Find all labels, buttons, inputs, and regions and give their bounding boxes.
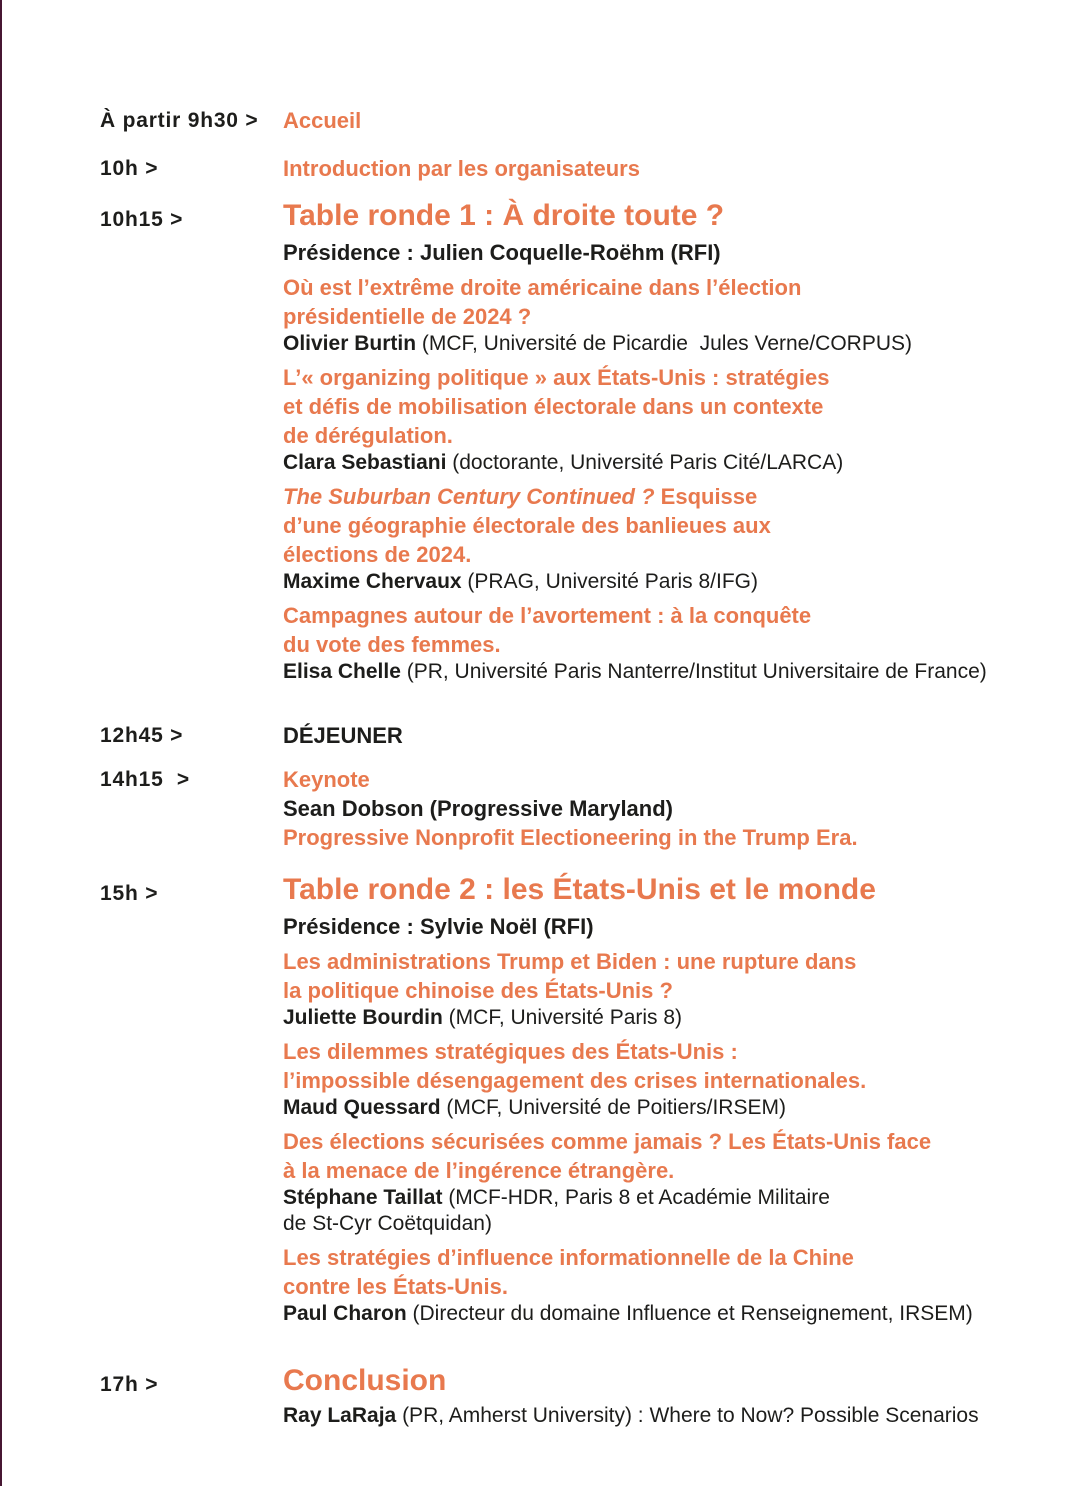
speaker-name: Ray LaRaja (283, 1404, 397, 1427)
speaker-affiliation: (PR, Université Paris Nanterre/Institut Universitaire de France) (400, 660, 987, 683)
time-label: 12h45 > (100, 724, 184, 747)
talk-title-line: d’une géographie électorale des banlieues aux (283, 513, 771, 538)
speaker-affiliation-continued: de St-Cyr Coëtquidan) (283, 1212, 492, 1235)
speaker-affiliation: (MCF, Université Paris 8) (442, 1006, 683, 1029)
speaker-affiliation: (MCF, Université de Picardie Jules Verne/CORPUS) (416, 332, 913, 355)
speaker-affiliation: (Directeur du domaine Influence et Renseignement, IRSEM) (406, 1302, 973, 1325)
talk-title-line (283, 482, 1070, 511)
session-title-introduction: Introduction par les organisateurs (283, 156, 640, 181)
speaker-name: Maxime Chervaux (283, 570, 462, 593)
talk-title-line: élections de 2024. (283, 542, 472, 567)
speaker-name: Elisa Chelle (283, 660, 401, 683)
talk-title-line: Où est l’extrême droite américaine dans l’élection (283, 275, 802, 300)
speaker-name: Paul Charon (283, 1302, 407, 1325)
schedule-row-dejeuner (100, 721, 1070, 751)
speaker-name: Clara Sebastiani (283, 451, 447, 474)
talk-title-line: présidentielle de 2024 ? (283, 304, 532, 329)
talk-title-line: Les stratégies d’influence informationnelle de la Chine (283, 1245, 854, 1270)
conclusion-speaker-line (283, 1403, 1070, 1429)
talk-title-line: du vote des femmes. (283, 632, 501, 657)
section-heading-table-ronde-2: Table ronde 2 : les États-Unis et le monde (283, 873, 876, 906)
section-heading-table-ronde-1: Table ronde 1 : À droite toute ? (283, 199, 725, 232)
speaker-line (283, 331, 1070, 357)
time-label: 15h > (100, 882, 159, 905)
talk-title-line: Des élections sécurisées comme jamais ? Les États-Unis face (283, 1129, 932, 1154)
speaker-affiliation: (MCF-HDR, Paris 8 et Académie Militaire (442, 1186, 830, 1209)
chair-line: Présidence : Sylvie Noël (RFI) (283, 914, 594, 939)
talk-title-segment: Esquisse (654, 484, 758, 509)
talk-title-line: à la menace de l’ingérence étrangère. (283, 1158, 675, 1183)
speaker-affiliation: (PRAG, Université Paris 8/IFG) (461, 570, 758, 593)
speaker-line (283, 1185, 1070, 1211)
speaker-line (283, 1301, 1070, 1327)
talk-item (283, 363, 1070, 476)
page-left-edge (0, 0, 2, 1486)
talk-title-line: contre les États-Unis. (283, 1274, 508, 1299)
time-label: 14h15 > (100, 768, 190, 791)
talk-item (283, 601, 1070, 685)
talk-title-line: de dérégulation. (283, 423, 453, 448)
speaker-affiliation: (PR, Amherst University) : Where to Now? Possible Scenarios (396, 1404, 979, 1427)
talk-title-line: l’impossible désengagement des crises internationales. (283, 1068, 867, 1093)
talk-title-line: Les administrations Trump et Biden : une rupture dans (283, 949, 857, 974)
keynote-label: Keynote (283, 767, 370, 792)
talk-item (283, 1243, 1070, 1327)
talk-title-italic-segment: The Suburban Century Continued ? (283, 484, 655, 509)
schedule-row-table-ronde-1 (100, 198, 1070, 685)
time-label: 10h15 > (100, 208, 184, 231)
speaker-name: Maud Quessard (283, 1096, 441, 1119)
speaker-affiliation: (doctorante, Université Paris Cité/LARCA) (446, 451, 844, 474)
schedule-row-introduction (100, 154, 1070, 184)
talk-title-line: la politique chinoise des États-Unis ? (283, 978, 673, 1003)
talk-title-line: L’« organizing politique » aux États-Unis : stratégies (283, 365, 830, 390)
talk-item (283, 1037, 1070, 1121)
keynote-talk-title: Progressive Nonprofit Electioneering in the Trump Era. (283, 825, 858, 850)
speaker-line (283, 659, 1070, 685)
schedule-row-conclusion (100, 1363, 1070, 1429)
talk-title-line: et défis de mobilisation électorale dans un contexte (283, 394, 824, 419)
schedule-row-table-ronde-2 (100, 872, 1070, 1327)
talk-title-line: Les dilemmes stratégiques des États-Unis : (283, 1039, 738, 1064)
talk-item (283, 273, 1070, 357)
speaker-line (283, 1095, 1070, 1121)
speaker-name: Olivier Burtin (283, 332, 417, 355)
talk-title-line: Campagnes autour de l’avortement : à la conquête (283, 603, 812, 628)
chair-line: Présidence : Julien Coquelle-Roëhm (RFI) (283, 240, 721, 265)
speaker-line (283, 569, 1070, 595)
talk-item (283, 947, 1070, 1031)
speaker-line (283, 1005, 1070, 1031)
session-title-dejeuner: DÉJEUNER (283, 723, 403, 748)
keynote-speaker: Sean Dobson (Progressive Maryland) (283, 796, 673, 821)
speaker-line (283, 450, 1070, 476)
schedule-row-keynote (100, 765, 1070, 852)
time-label: À partir 9h30 > (100, 109, 259, 132)
speaker-affiliation: (MCF, Université de Poitiers/IRSEM) (440, 1096, 786, 1119)
schedule-row-accueil (100, 106, 1070, 136)
speaker-name: Juliette Bourdin (283, 1006, 443, 1029)
session-title-accueil: Accueil (283, 108, 362, 133)
time-label: 17h > (100, 1373, 159, 1396)
talk-item (283, 1127, 1070, 1237)
time-label: 10h > (100, 157, 159, 180)
speaker-name: Stéphane Taillat (283, 1186, 443, 1209)
talk-item (283, 482, 1070, 595)
section-heading-conclusion: Conclusion (283, 1364, 447, 1397)
